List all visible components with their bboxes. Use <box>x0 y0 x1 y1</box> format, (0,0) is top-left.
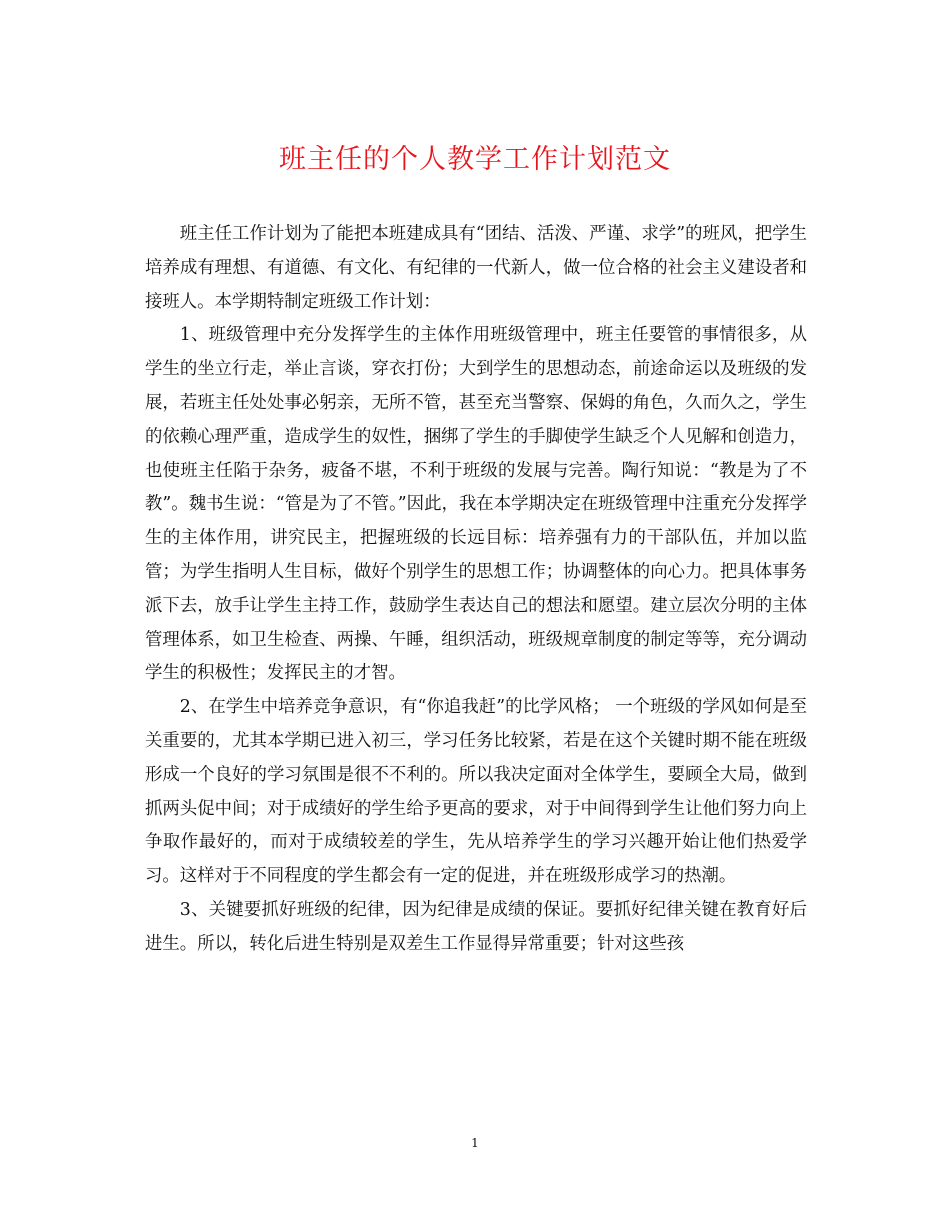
paragraph-3: 3、关键要抓好班级的纪律，因为纪律是成绩的保证。要抓好纪律关键在教育好后进生。所以，转化后进生特别是双差生工作显得异常重要；针对这些孩 <box>145 899 807 954</box>
paragraph-2: 2、在学生中培养竞争意识，有“你追我赶”的比学风格； 一个班级的学风如何是至关重要的，尤其本学期已进入初三，学习任务比较紧，若是在这个关键时期不能在班级形成一个良好的学习氛围是很不不利的。所以我决定面对全体学生，要顾全大局，做到抓两头促中间；对于成绩好的学生给予更高的要求，对于中间得到学生让他们努力向上争取作最好的，而对于成绩较差的学生，先从培养学生的学习兴趣开始让他们热爱学习。这样对于不同程度的学生都会有一定的促进，并在班级形成学习的热潮。 <box>145 697 807 887</box>
paragraph-intro: 班主任工作计划为了能把本班建成具有“团结、活泼、严谨、求学”的班风，把学生培养成有理想、有道德、有文化、有纪律的一代新人，做一位合格的社会主义建设者和接班人。本学期特制定班级工作计划： <box>145 224 807 312</box>
document-title: 班主任的个人教学工作计划范文 <box>279 144 671 175</box>
page-number: 1 <box>471 1136 479 1150</box>
paragraph-1: 1、班级管理中充分发挥学生的主体作用班级管理中，班主任要管的事情很多，从学生的坐立行走，举止言谈，穿衣打份；大到学生的思想动态，前途命运以及班级的发展，若班主任处处事必躬亲，无所不管，甚至充当警察、保姆的角色，久而久之，学生的依赖心理严重，造成学生的奴性，捆绑了学生的手脚使学生缺乏个人见解和创造力，也使班主任陷于杂务，疲备不堪，不利于班级的发展与完善。陶行知说：“教是为了不教”。魏书生说：“管是为了不管。”因此，我在本学期决定在班级管理中注重充分发挥学生的主体作用，讲究民主，把握班级的长远目标：培养强有力的干部队伍，并加以监管；为学生指明人生目标，做好个别学生的思想工作；协调整体的向心力。把具体事务派下去，放手让学生主持工作，鼓励学生表达自己的想法和愿望。建立层次分明的主体管理体系，如卫生检查、两操、午睡，组织活动，班级规章制度的制定等等，充分调动学生的积极性；发挥民主的才智。 <box>145 325 807 684</box>
document-body <box>145 218 807 962</box>
